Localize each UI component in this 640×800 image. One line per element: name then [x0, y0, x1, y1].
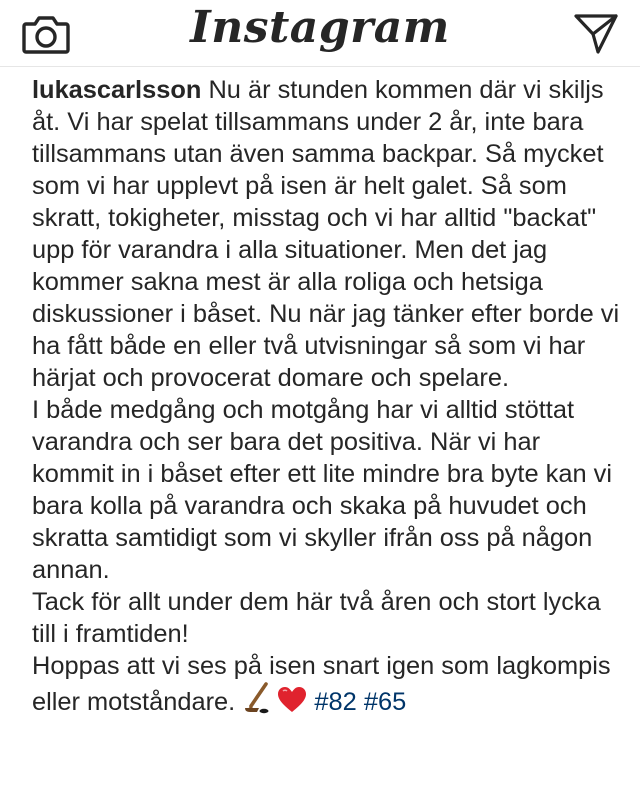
- hashtag-link-82[interactable]: #82: [314, 688, 357, 716]
- red-heart-icon: [277, 686, 307, 722]
- direct-message-icon: [573, 13, 619, 55]
- direct-message-button[interactable]: [568, 6, 624, 62]
- username-link[interactable]: lukascarlsson: [32, 76, 202, 104]
- caption-text-4: Hoppas att vi ses på isen snart igen som lagkompis eller motståndare.: [32, 652, 611, 716]
- top-navigation-bar: [0, 0, 640, 66]
- hashtag-link-65[interactable]: #65: [363, 688, 407, 716]
- caption-paragraph-2: I både medgång och motgång har vi alltid stöttat varandra och ser bara det positiva. När vi har kommit in i båset efter ett lite mindre bra byte kan vi bara kolla på varandra och skaka på huvudet och skratta samtidigt som vi skyller ifrån oss på någon annan.: [32, 396, 612, 584]
- caption-paragraph-1: [32, 74, 624, 394]
- instagram-logo: Instagram: [190, 2, 450, 53]
- caption-paragraph-4: [32, 650, 624, 722]
- caption-paragraph-3: Tack för allt under dem här två åren och stort lycka till i framtiden!: [32, 588, 601, 648]
- post-caption: [32, 74, 624, 722]
- hockey-stick-icon: [242, 682, 270, 722]
- caption-text-1: Nu är stunden kommen där vi skiljs åt. Vi har spelat tillsammans under 2 år, inte bara tillsammans utan även samma backpar. Så mycket som vi har upplevt på isen är helt galet. Så som skratt, tokigheter, misstag och vi har alltid "backat" upp för varandra i alla situationer. Men det jag kommer sakna mest är alla roliga och hetsiga diskussioner i båset. Nu när jag tänker efter borde vi ha fått både en eller två utvisningar så som vi har härjat och provocerat domare och spelare.: [32, 76, 620, 392]
- header-divider: [0, 66, 640, 67]
